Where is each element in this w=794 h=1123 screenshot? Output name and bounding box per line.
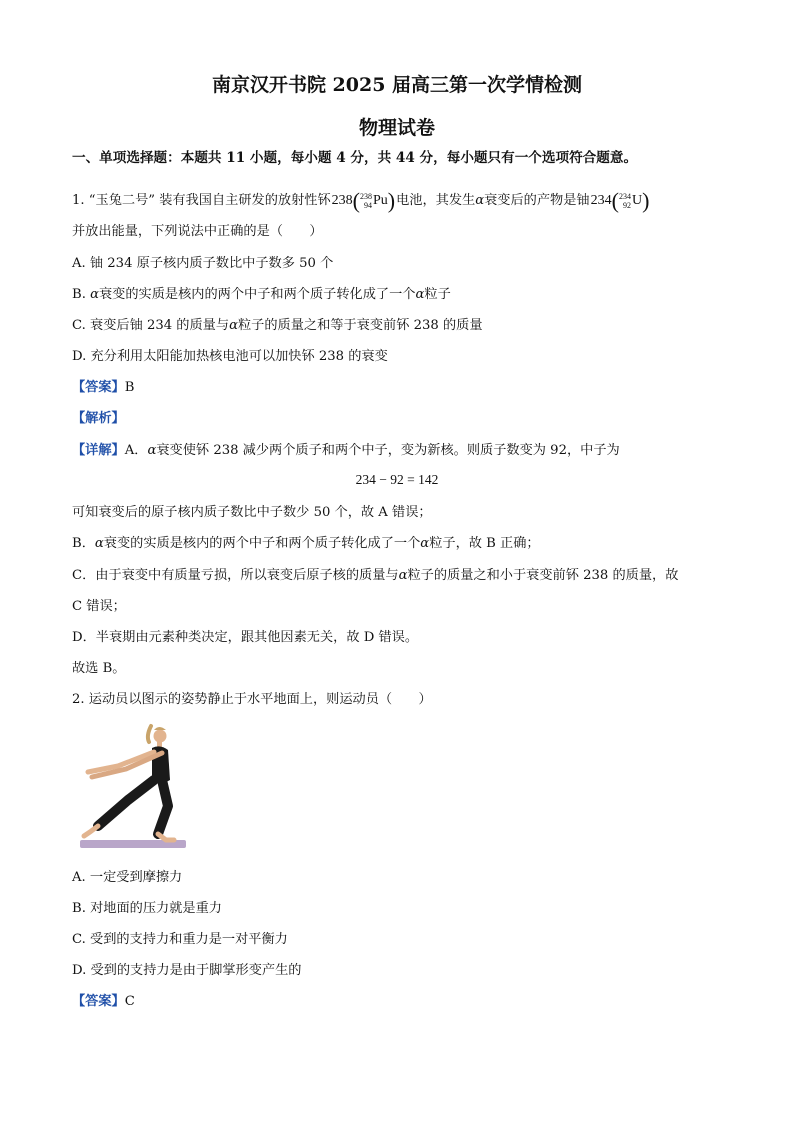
head [154, 730, 167, 743]
q1-option-b [72, 285, 451, 305]
q1-detail-b [72, 534, 540, 554]
leg-supporting [158, 780, 168, 834]
pu-nuclide: 238(238 94Pu) [331, 187, 396, 213]
q1-stem-line1 [72, 187, 650, 213]
option-b-text: 衰变的实质是核内的两个中子和两个质子转化成了一个 [98, 287, 416, 302]
athlete-illustration [78, 722, 188, 852]
alpha-symbol: α [229, 318, 238, 333]
detail-b-prefix: B． [72, 536, 95, 551]
answer-label: 【答案】 [72, 380, 125, 395]
alpha-symbol: α [475, 192, 485, 208]
answer-value: B [124, 380, 135, 395]
hair [154, 727, 166, 730]
q2-answer [72, 992, 135, 1012]
q1-analysis [72, 409, 125, 429]
alpha-symbol: α [398, 568, 408, 583]
hair-ponytail [148, 726, 151, 742]
alpha-symbol: α [147, 443, 157, 458]
option-b-prefix: B. [72, 287, 91, 302]
page-subtitle: 物理试卷 [358, 117, 435, 139]
alpha-symbol: α [420, 536, 430, 551]
q1-stem-part2: 电池，其发生 [396, 192, 476, 208]
foot-right [158, 834, 174, 840]
q1-detail-c-line2: C 错误； [72, 599, 126, 614]
detail-a-prefix: A． [124, 443, 148, 458]
detail-a-text: 衰变使钚 238 减少两个质子和两个中子，变为新核。则质子数变为 92，中子为 [156, 443, 620, 458]
section-heading: 一、单项选择题：本题共 11 小题，每小题 4 分，共 44 分，每小题只有一个选项符合题意。 [72, 150, 638, 166]
u-mass: 234 [618, 191, 631, 201]
foot-left [84, 826, 98, 836]
detail-c-suffix: 粒子的质量之和小于衰变前钚 238 的质量，故 [407, 568, 679, 583]
q2-option-d: D. 受到的支持力是由于脚掌形变产生的 [72, 963, 302, 978]
q2-option-a: A. 一定受到摩擦力 [72, 870, 183, 885]
q1-stem-part3: 衰变后的产物是铀 [484, 192, 590, 208]
q1-option-d: D. 充分利用太阳能加热核电池可以加快钚 238 的衰变 [72, 349, 388, 364]
q1-detail-c [72, 566, 678, 586]
q1-answer [72, 378, 134, 398]
u-nuclide: 234(234 92U) [590, 187, 650, 213]
answer-value: C [124, 994, 135, 1009]
q2-option-c: C. 受到的支持力和重力是一对平衡力 [72, 932, 288, 947]
q1-conclusion: 故选 B。 [72, 661, 126, 676]
analysis-label: 【解析】 [72, 411, 125, 426]
pu-mass-outer: 238 [331, 192, 353, 208]
alpha-symbol: α [90, 287, 99, 302]
alpha-symbol: α [94, 536, 104, 551]
q1-detail-a [72, 441, 620, 461]
q1-option-a: A. 铀 234 原子核内质子数比中子数多 50 个 [72, 256, 334, 271]
detail-b-suffix: 粒子，故 B 正确； [429, 536, 540, 551]
detail-b-text: 衰变的实质是核内的两个中子和两个质子转化成了一个 [103, 536, 421, 551]
detail-label: 【详解】 [72, 443, 125, 458]
pu-mass: 238 [359, 191, 372, 201]
q1-detail-d: D．半衰期由元素种类决定，跟其他因素无关，故 D 错误。 [72, 630, 419, 645]
pu-number: 94 [363, 200, 372, 210]
u-symbol: U [631, 192, 643, 208]
leg-extended [98, 780, 154, 826]
q1-detail-a-conclusion: 可知衰变后的原子核内质子数比中子数少 50 个，故 A 错误； [72, 505, 432, 520]
page-title: 南京汉开书院 2025 届高三第一次学情检测 [211, 74, 583, 96]
athlete-figure [78, 722, 188, 852]
equation: 234 − 92 = 142 [355, 472, 439, 487]
alpha-symbol: α [415, 287, 425, 302]
neck [157, 741, 162, 747]
option-c-suffix: 粒子的质量之和等于衰变前钚 238 的质量 [237, 318, 483, 333]
answer-label: 【答案】 [72, 994, 125, 1009]
q2-stem: 2. 运动员以图示的姿势静止于水平地面上，则运动员（ ） [72, 692, 432, 707]
q1-option-c [72, 316, 483, 336]
q1-stem-part1: 1. “玉兔二号” 装有我国自主研发的放射性钚 [72, 192, 331, 208]
q1-stem-line2: 并放出能量，下列说法中正确的是（ ） [72, 224, 323, 239]
u-number: 92 [622, 200, 631, 210]
u-mass-outer: 234 [590, 192, 612, 208]
pu-symbol: Pu [372, 192, 388, 208]
q2-option-b: B. 对地面的压力就是重力 [72, 901, 222, 916]
option-b-suffix: 粒子 [424, 287, 451, 302]
option-c-prefix: C. 衰变后铀 234 的质量与 [72, 318, 230, 333]
detail-c-prefix: C．由于衰变中有质量亏损，所以衰变后原子核的质量与 [72, 568, 399, 583]
